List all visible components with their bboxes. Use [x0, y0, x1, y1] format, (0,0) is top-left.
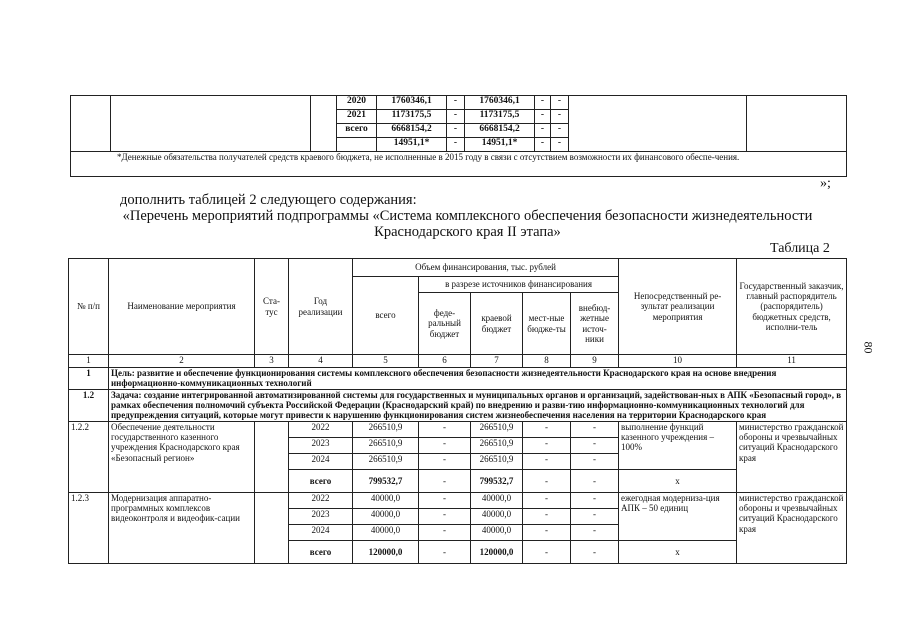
activity-year: 2022 [289, 492, 353, 508]
column-number: 9 [571, 355, 619, 368]
activity-reg: 266510,9 [471, 421, 523, 437]
header-funding: Объем финансирования, тыс. рублей [353, 259, 619, 277]
activity-ext: - [571, 508, 619, 524]
prev-total-cell: 6668154,2 [377, 124, 447, 138]
activity-ext: - [571, 492, 619, 508]
activity-loc: - [523, 453, 571, 469]
prev-loc-cell: - [535, 138, 551, 152]
header-year: Год реализации [289, 259, 353, 355]
activity-ext: - [571, 540, 619, 563]
activity-total: 799532,7 [353, 469, 419, 492]
activity-status [255, 492, 289, 563]
footnote-row [71, 152, 847, 177]
activity-year: 2024 [289, 453, 353, 469]
activity-result: выполнение функций казенного учреждения – 100% [619, 421, 737, 469]
activity-total: 266510,9 [353, 437, 419, 453]
header-loc: мест-ные бюдже-ты [523, 293, 571, 355]
footnote-text: *Денежные обязательства получателей средств краевого бюджета, не исполненные в 2015 году в связи с отсутствием возможности их финансового обеспе-чения. [71, 152, 847, 177]
activity-total: 266510,9 [353, 421, 419, 437]
activity-fed: - [419, 437, 471, 453]
prev-ext-cell: - [551, 124, 569, 138]
prev-ext-cell: - [551, 110, 569, 124]
activity-ext: - [571, 453, 619, 469]
table-title-line-1: «Перечень мероприятий подпрограммы «Система комплексного обеспечения безопасности жизнедеятельности [122, 208, 813, 224]
activity-fed: - [419, 453, 471, 469]
column-number: 6 [419, 355, 471, 368]
column-number: 3 [255, 355, 289, 368]
prev-total-cell: 14951,1* [377, 138, 447, 152]
header-total: всего [353, 277, 419, 355]
activity-ext: - [571, 421, 619, 437]
column-number: 7 [471, 355, 523, 368]
table-label: Таблица 2 [770, 241, 830, 256]
prev-fed-cell: - [447, 138, 465, 152]
header-result: Непосредственный ре-зультат реализации мероприятия [619, 259, 737, 355]
activity-customer: министерство гражданской обороны и чрезвычайных ситуаций Краснодарского края [737, 421, 847, 492]
activity-ext: - [571, 469, 619, 492]
column-number: 11 [737, 355, 847, 368]
column-number-row [69, 355, 847, 368]
prev-reg-cell: 1173175,5 [465, 110, 535, 124]
prev-year-cell: 2021 [337, 110, 377, 124]
activity-reg: 266510,9 [471, 437, 523, 453]
activity-total: 266510,9 [353, 453, 419, 469]
activity-reg: 40000,0 [471, 508, 523, 524]
activity-reg: 266510,9 [471, 453, 523, 469]
activity-result-x: x [619, 540, 737, 563]
prev-ext-cell: - [551, 138, 569, 152]
activity-reg: 799532,7 [471, 469, 523, 492]
prev-year-cell: 2020 [337, 96, 377, 110]
activity-fed: - [419, 540, 471, 563]
closing-quote: »; [820, 176, 831, 191]
activity-total: 40000,0 [353, 508, 419, 524]
header-status: Ста-тус [255, 259, 289, 355]
activity-status [255, 421, 289, 492]
header-num: № п/п [69, 259, 109, 355]
column-number: 5 [353, 355, 419, 368]
activity-loc: - [523, 421, 571, 437]
prev-loc-cell: - [535, 124, 551, 138]
activity-ext: - [571, 524, 619, 540]
column-number: 4 [289, 355, 353, 368]
prev-year-cell [337, 138, 377, 152]
activity-total: 120000,0 [353, 540, 419, 563]
prev-reg-cell: 6668154,2 [465, 124, 535, 138]
column-number: 10 [619, 355, 737, 368]
prev-status-cell [311, 96, 337, 152]
prev-result-cell [569, 96, 747, 152]
prev-ext-cell: - [551, 96, 569, 110]
activity-reg: 40000,0 [471, 492, 523, 508]
activity-loc: - [523, 524, 571, 540]
activity-year: 2024 [289, 524, 353, 540]
goal-num: 1 [69, 368, 109, 390]
header-ext: внебюд-жетные источ-ники [571, 293, 619, 355]
activity-loc: - [523, 508, 571, 524]
prev-total-cell: 1173175,5 [377, 110, 447, 124]
activities-body [69, 421, 847, 563]
activity-fed: - [419, 492, 471, 508]
activity-total: 40000,0 [353, 524, 419, 540]
goal-text: Цель: развитие и обеспечение функционирования системы комплексного обеспечения безопасности жизнедеятельности Краснодарского края на основе внедрения информационно-коммуникационных технологий [109, 368, 847, 390]
activity-fed: - [419, 508, 471, 524]
header-customer: Государственный заказчик, главный распорядитель (распорядитель) бюджетных средств, исполни-тель [737, 259, 847, 355]
prev-num-cell [71, 96, 111, 152]
activity-num: 1.2.3 [69, 492, 109, 563]
activity-loc: - [523, 469, 571, 492]
goal-row [69, 368, 847, 390]
activity-year: 2023 [289, 437, 353, 453]
prev-customer-cell [747, 96, 847, 152]
activity-ext: - [571, 437, 619, 453]
activities-table [68, 258, 847, 564]
activity-row [69, 421, 847, 437]
prev-total-cell: 1760346,1 [377, 96, 447, 110]
activity-loc: - [523, 492, 571, 508]
prev-fed-cell: - [447, 124, 465, 138]
prev-reg-cell: 1760346,1 [465, 96, 535, 110]
prev-fed-cell: - [447, 96, 465, 110]
page-number: 80 [861, 341, 876, 354]
activity-num: 1.2.2 [69, 421, 109, 492]
activity-loc: - [523, 437, 571, 453]
header-fed: феде-ральный бюджет [419, 293, 471, 355]
prev-year-cell: всего [337, 124, 377, 138]
task-row [69, 389, 847, 421]
intro-line: дополнить таблицей 2 следующего содержания: [120, 192, 417, 208]
activity-loc: - [523, 540, 571, 563]
previous-table-body [71, 96, 847, 177]
activity-row [69, 492, 847, 508]
task-num: 1.2 [69, 389, 109, 421]
activity-reg: 120000,0 [471, 540, 523, 563]
prev-name-cell [111, 96, 311, 152]
activity-fed: - [419, 421, 471, 437]
activity-year: всего [289, 540, 353, 563]
previous-table-fragment [70, 95, 847, 177]
activity-year: 2022 [289, 421, 353, 437]
task-text: Задача: создание интегрированной автоматизированной системы для государственных и муниципальных органов и организаций, задействован-ных в АПК «Безопасный город», в рамках обеспечения полномочий субъекта Российской Федерации (Краснодарский край) по внедрению и разви-тию информационно-коммуникационных технологий для предупреждения ситуаций, которые могут привести к нарушению функционирования систем жизнеобеспечения населения на территории Краснодарского края [109, 389, 847, 421]
activity-year: 2023 [289, 508, 353, 524]
activity-reg: 40000,0 [471, 524, 523, 540]
activity-year: всего [289, 469, 353, 492]
header-reg: краевой бюджет [471, 293, 523, 355]
prev-loc-cell: - [535, 96, 551, 110]
activity-total: 40000,0 [353, 492, 419, 508]
column-number: 1 [69, 355, 109, 368]
header-row-1 [69, 259, 847, 277]
prev-reg-cell: 14951,1* [465, 138, 535, 152]
column-number: 2 [109, 355, 255, 368]
previous-table-row [71, 96, 847, 110]
table-title-line-2: Краснодарского края II этапа» [374, 224, 561, 240]
header-sources: в разрезе источников финансирования [419, 277, 619, 293]
prev-loc-cell: - [535, 110, 551, 124]
activity-fed: - [419, 469, 471, 492]
header-name: Наименование мероприятия [109, 259, 255, 355]
activity-result: ежегодная модерниза-ция АПК – 50 единиц [619, 492, 737, 540]
activity-result-x: x [619, 469, 737, 492]
activity-fed: - [419, 524, 471, 540]
prev-fed-cell: - [447, 110, 465, 124]
column-number: 8 [523, 355, 571, 368]
activity-customer: министерство гражданской обороны и чрезвычайных ситуаций Краснодарского края [737, 492, 847, 563]
activity-name: Обеспечение деятельности государственного казенного учреждения Краснодарского края «Безопасный регион» [109, 421, 255, 492]
activity-name: Модернизация аппаратно-программных комплексов видеоконтроля и видеофик-сации [109, 492, 255, 563]
